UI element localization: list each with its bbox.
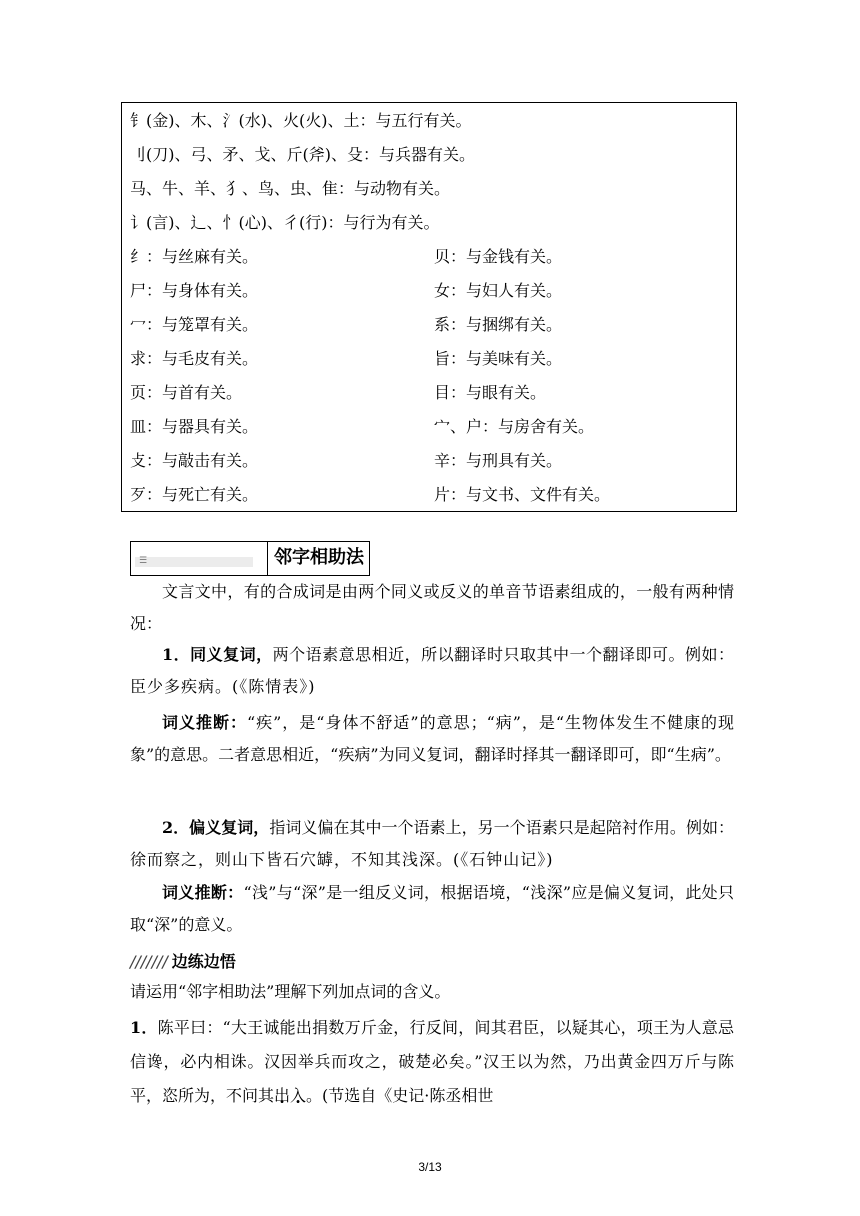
synonym-inference-paragraph: [130, 707, 734, 770]
inference-heading: 词义推断：: [162, 713, 247, 732]
radical-left: 纟：与丝麻有关。: [130, 247, 259, 266]
radical-line-five-elements: 钅(金)、木、氵(水)、火(火)、土：与五行有关。: [130, 111, 472, 130]
radical-right: 目：与眼有关。: [434, 383, 547, 402]
radical-left: 歹：与死亡有关。: [130, 485, 259, 504]
section-heading: [130, 541, 370, 576]
radical-left: 皿：与器具有关。: [130, 417, 259, 436]
radical-right: 片：与文书、文件有关。: [434, 485, 611, 504]
radical-right: 贝：与金钱有关。: [434, 247, 563, 266]
intro-text: 文言文中，有的合成词是由两个同义或反义的单音节语素组成的，一般有两种情况：: [130, 582, 734, 633]
practice-instruction: [130, 978, 734, 1006]
synonym-paragraph: [130, 639, 734, 702]
partial-paragraph: [130, 812, 734, 875]
emphasized-char: 出: [274, 1086, 291, 1105]
partial-heading: 2．偏义复词，: [162, 818, 270, 837]
radical-right: 女：与妇人有关。: [434, 281, 563, 300]
radical-left: 页：与首有关。: [130, 383, 243, 402]
synonym-heading: 1．同义复词，: [162, 645, 273, 664]
practice-title: 边练边悟: [171, 952, 236, 971]
radical-right: 旨：与美味有关。: [434, 349, 563, 368]
radical-right: 系：与捆绑有关。: [434, 315, 563, 334]
radical-left: 求：与毛皮有关。: [130, 349, 259, 368]
question-number: 1．: [130, 1018, 158, 1037]
question-1: [130, 1011, 734, 1113]
radical-line-actions: 讠(言)、辶、忄(心)、彳(行)：与行为有关。: [130, 213, 440, 232]
synonym-example: 臣少多疾病。(《陈情表》): [130, 676, 316, 696]
emphasized-char: 入: [290, 1086, 307, 1105]
radical-line-animals: 马、牛、羊、犭、鸟、虫、隹：与动物有关。: [130, 179, 451, 198]
section-title: 邻字相助法: [274, 547, 364, 568]
radical-left: 尸：与身体有关。: [130, 281, 259, 300]
inference-heading: 词义推断：: [162, 883, 244, 902]
question-text-tail: 。(节选自《史记·陈丞相世: [306, 1086, 494, 1105]
page-number: 3/13: [418, 1160, 442, 1174]
section-marker-icon: ☰: [139, 556, 148, 566]
inference-text: “浅”与“深”是一组反义词，根据语境，“浅深”应是偏义复词，此处只取“深”的意义。: [130, 883, 734, 934]
partial-text: 指词义偏在其中一个语素上，另一个语素只是起陪衬作用。例如：: [269, 818, 734, 837]
section-heading-stripe: [135, 557, 253, 567]
radical-right: 宀、户：与房舍有关。: [434, 417, 595, 436]
instruction-text: 请运用“邻字相助法”理解下列加点词的含义。: [130, 982, 451, 1001]
intro-paragraph: [130, 576, 734, 639]
radical-right: 辛：与刑具有关。: [434, 451, 563, 470]
inference-text: “疾”，是“身体不舒适”的意思；“病”，是“生物体发生不健康的现象”的意思。二者意思相近，“疾病”为同义复词，翻译时择其一翻译即可，即“生病”。: [130, 713, 734, 764]
partial-example: 徐而察之，则山下皆石穴罅，不知其浅深。(《石钟山记》): [130, 849, 554, 869]
radical-line-weapons: 刂(刀)、弓、矛、戈、斤(斧)、殳：与兵器有关。: [130, 145, 475, 164]
radical-left: 攴：与敲击有关。: [130, 451, 259, 470]
radical-left: 冖：与笼罩有关。: [130, 315, 259, 334]
section-heading-bar: [131, 542, 268, 575]
partial-inference-paragraph: [130, 877, 734, 940]
question-text: 陈平曰：“大王诚能出捐数万斤金，行反间，间其君臣，以疑其心，项王为人意忌信谗，必内相诛。汉因举兵而攻之，破楚必矣。”汉王以为然，乃出黄金四万斤与陈平，恣所为，不问其: [130, 1018, 734, 1105]
radicals-table: [121, 102, 737, 512]
practice-heading: [130, 951, 236, 973]
synonym-text: 两个语素意思相近，所以翻译时只取其中一个翻译即可。例如：: [272, 645, 734, 664]
practice-slashes: ///////: [130, 952, 168, 971]
